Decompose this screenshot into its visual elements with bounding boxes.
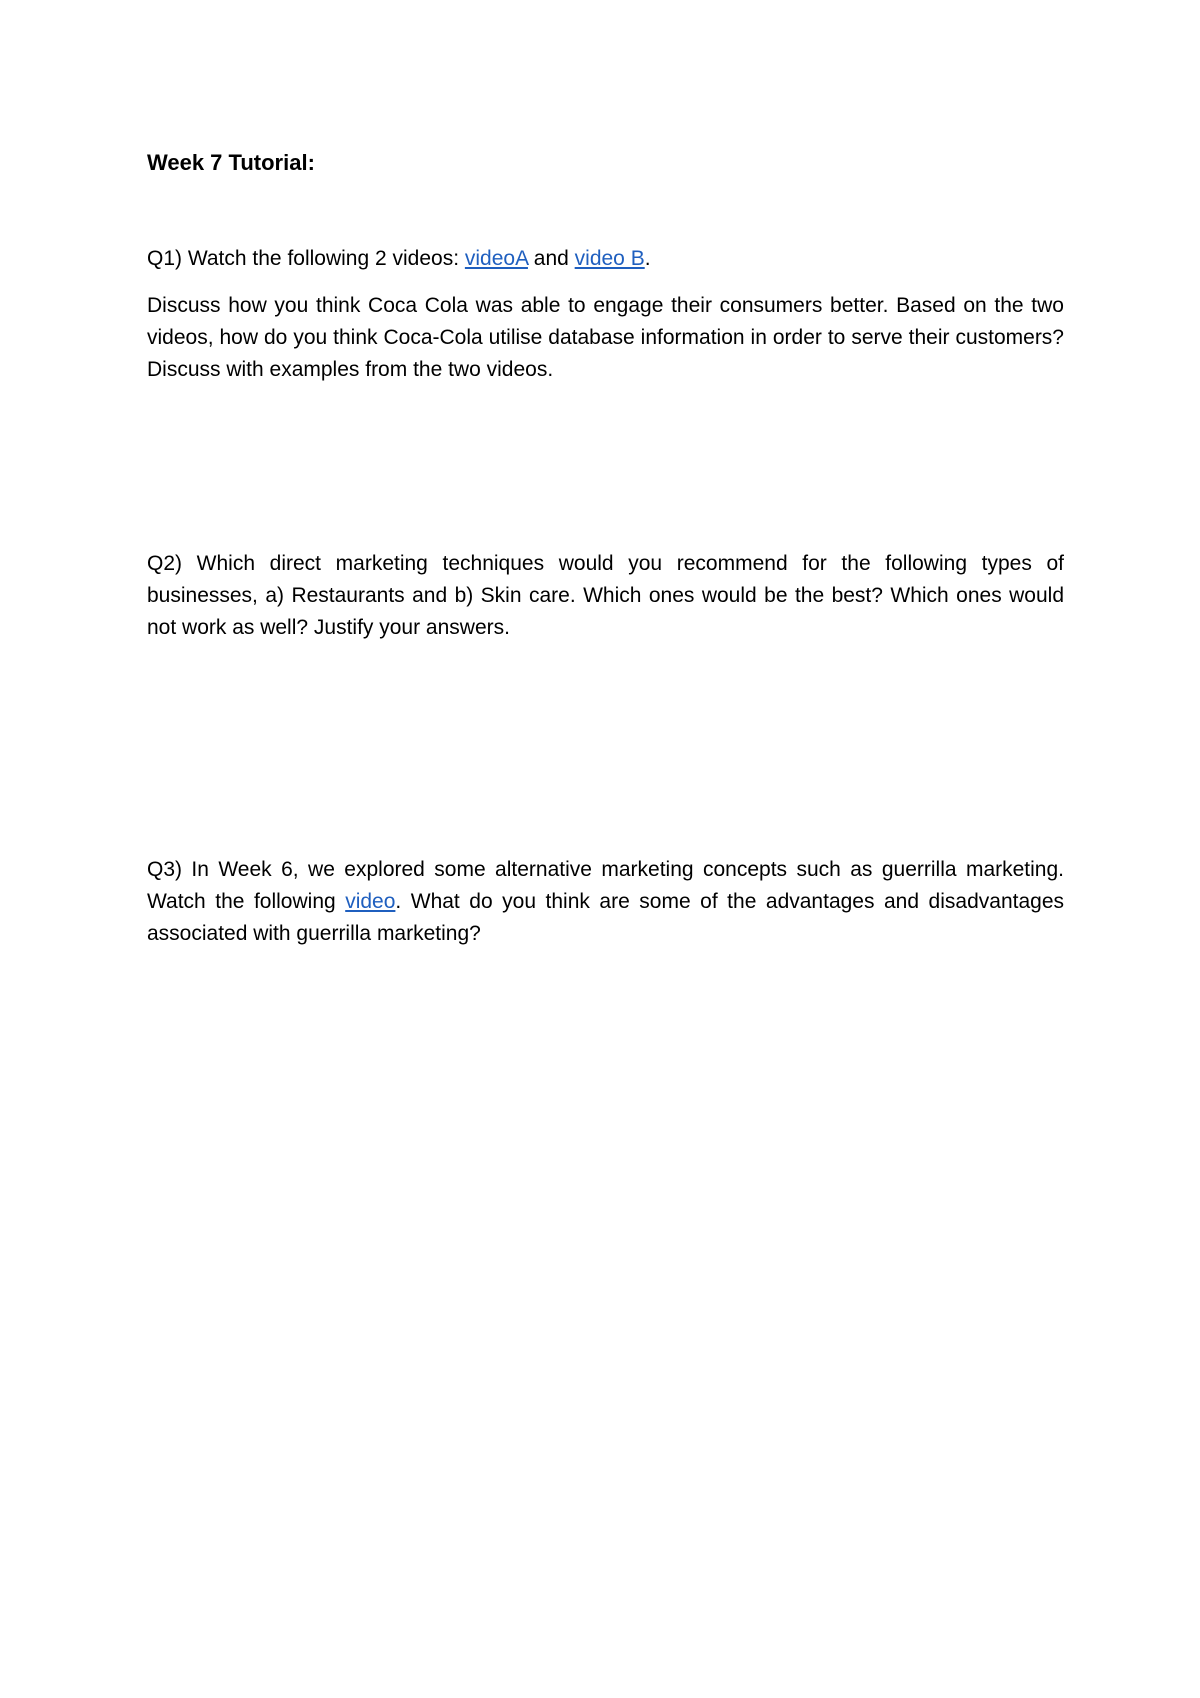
video-a-link[interactable]: videoA — [464, 247, 528, 270]
q3-prefix: Q3) In Week 6, we explored some alternative marketing concepts such as guerrilla marketing. Watch the following — [147, 858, 1064, 913]
q1-intro-suffix: . — [644, 247, 651, 270]
video-b-link[interactable]: video B — [574, 247, 645, 270]
q1-intro-prefix: Q1) Watch the following 2 videos: — [147, 247, 465, 270]
q1-instruction — [147, 243, 1064, 275]
page-title: Week 7 Tutorial: — [147, 150, 315, 175]
q1-question-body: Discuss how you think Coca Cola was able to engage their consumers better. Based on the two videos, how do you think Coca-Cola utilise database information in order to serve their customers? Discuss with examples from the two videos. — [147, 294, 1064, 381]
q3-question — [147, 854, 1064, 950]
q2-question: Q2) Which direct marketing techniques would you recommend for the following types of businesses, a) Restaurants and b) Skin care. Which ones would be the best? Which ones would not work as well? Justify your answers. — [147, 552, 1064, 639]
guerrilla-video-link[interactable]: video — [345, 890, 396, 913]
q1-connector: and — [527, 247, 575, 270]
q3-suffix: . What do you think are some of the advantages and disadvantages associated with guerrilla marketing? — [147, 890, 1064, 945]
